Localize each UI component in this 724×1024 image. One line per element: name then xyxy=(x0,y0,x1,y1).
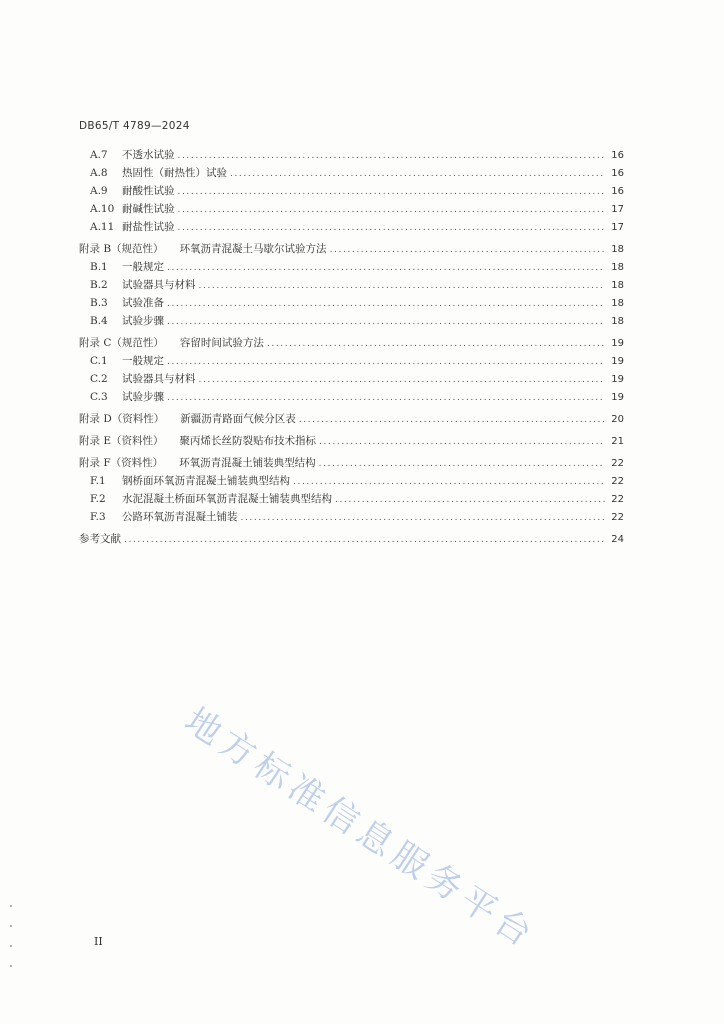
toc-entry-number: 附录 E（资料性） xyxy=(79,435,164,447)
toc-entry[interactable] xyxy=(90,296,624,310)
toc-leader-dots xyxy=(178,203,606,217)
toc-leader-dots xyxy=(167,261,605,275)
toc-entry-title: 试验步骤 xyxy=(122,391,164,403)
toc-entry[interactable] xyxy=(90,492,624,506)
toc-entry-page: 18 xyxy=(611,298,624,309)
toc-entry[interactable] xyxy=(90,510,624,524)
toc-entry-number: 附录 C（规范性） xyxy=(79,337,164,349)
toc-entry-page: 22 xyxy=(611,458,624,469)
toc-entry-page: 20 xyxy=(611,414,624,425)
toc-entry-number: B.3 xyxy=(90,297,108,309)
toc-entry-page: 16 xyxy=(611,186,624,197)
toc-entry-number: B.1 xyxy=(90,261,108,273)
toc-entry-title: 新疆沥青路面气候分区表 xyxy=(180,413,296,425)
toc-leader-dots xyxy=(167,315,605,329)
toc-entry-number: C.1 xyxy=(90,355,108,367)
toc-leader-dots xyxy=(241,511,606,525)
toc-entry-title: 试验步骤 xyxy=(122,315,164,327)
toc-leader-dots xyxy=(299,413,605,427)
watermark: 地方标准信息服务平台 xyxy=(177,700,544,958)
toc-entry-page: 22 xyxy=(611,494,624,505)
toc-entry[interactable] xyxy=(90,474,624,488)
toc-leader-dots xyxy=(293,475,605,489)
toc-entry[interactable] xyxy=(90,184,624,198)
toc-entry-title: 试验准备 xyxy=(122,297,164,309)
toc-entry-number: F.1 xyxy=(90,475,106,487)
toc-entry-page: 18 xyxy=(611,280,624,291)
scan-speck xyxy=(10,945,12,947)
toc-entry-number: B.2 xyxy=(90,279,108,291)
scan-speck xyxy=(10,905,12,907)
toc-leader-dots xyxy=(124,533,605,547)
toc-entry[interactable] xyxy=(90,354,624,368)
scan-speck xyxy=(10,925,12,927)
toc-entry[interactable] xyxy=(90,260,624,274)
toc-leader-dots xyxy=(199,373,606,387)
toc-entry-page: 19 xyxy=(611,392,624,403)
toc-entry-title: 水泥混凝土桥面环氧沥青混凝土铺装典型结构 xyxy=(122,493,332,505)
toc-entry[interactable] xyxy=(79,532,624,546)
toc-entry-number: A.11 xyxy=(90,221,115,233)
toc-entry-title: 一般规定 xyxy=(122,261,164,273)
toc-leader-dots xyxy=(167,297,605,311)
toc-entry-title: 容留时间试验方法 xyxy=(179,337,264,349)
toc-entry-page: 18 xyxy=(611,316,624,327)
toc-leader-dots xyxy=(230,167,605,181)
toc-entry-page: 16 xyxy=(611,150,624,161)
toc-entry-number: B.4 xyxy=(90,315,108,327)
scan-speck xyxy=(10,965,12,967)
toc-entry-number: A.10 xyxy=(90,203,115,215)
toc-entry-page: 18 xyxy=(611,262,624,273)
toc-entry[interactable] xyxy=(79,456,624,470)
toc-leader-dots xyxy=(335,493,605,507)
toc-entry-title: 试验器具与材料 xyxy=(122,373,196,385)
toc-entry-title: 不透水试验 xyxy=(122,149,175,161)
toc-entry-title: 热固性（耐热性）试验 xyxy=(122,167,227,179)
toc-entry-page: 19 xyxy=(611,338,624,349)
toc-entry[interactable] xyxy=(90,202,624,216)
toc-entry-number: A.8 xyxy=(90,167,108,179)
toc-leader-dots xyxy=(167,355,605,369)
toc-entry-number: A.9 xyxy=(90,185,108,197)
toc-entry[interactable] xyxy=(90,390,624,404)
toc-entry-number: C.2 xyxy=(90,373,108,385)
document-identifier: DB65/T 4789—2024 xyxy=(79,120,190,132)
toc-entry-number: F.2 xyxy=(90,493,106,505)
toc-entry-title: 一般规定 xyxy=(122,355,164,367)
toc-leader-dots xyxy=(319,457,605,471)
toc-entry[interactable] xyxy=(79,242,624,256)
toc-entry-title: 参考文献 xyxy=(79,533,121,545)
toc-entry-title: 耐盐性试验 xyxy=(122,221,175,233)
toc-entry-page: 24 xyxy=(611,534,624,545)
toc-entry[interactable] xyxy=(90,314,624,328)
toc-entry-number: C.3 xyxy=(90,391,108,403)
toc-entry[interactable] xyxy=(90,148,624,162)
toc-entry[interactable] xyxy=(90,166,624,180)
toc-entry-number: A.7 xyxy=(90,149,108,161)
toc-entry-title: 公路环氧沥青混凝土铺装 xyxy=(122,511,238,523)
toc-entry-title: 环氧沥青混凝土马歇尔试验方法 xyxy=(179,243,327,255)
toc-entry-page: 16 xyxy=(611,168,624,179)
toc-entry-page: 18 xyxy=(611,244,624,255)
toc-leader-dots xyxy=(178,185,606,199)
toc-entry-page: 19 xyxy=(611,356,624,367)
toc-entry-page: 22 xyxy=(611,476,624,487)
toc-entry-page: 19 xyxy=(611,374,624,385)
toc-entry[interactable] xyxy=(79,412,624,426)
toc-entry-page: 21 xyxy=(611,436,624,447)
toc-entry-title: 耐酸性试验 xyxy=(122,185,175,197)
toc-entry-number: 附录 F（资料性） xyxy=(79,457,164,469)
toc-entry-title: 聚丙烯长丝防裂贴布技术指标 xyxy=(179,435,317,447)
toc-leader-dots xyxy=(178,221,606,235)
toc-leader-dots xyxy=(178,149,606,163)
toc-entry-number: 附录 B（规范性） xyxy=(79,243,164,255)
toc-entry-title: 环氧沥青混凝土铺装典型结构 xyxy=(179,457,316,469)
toc-entry-page: 22 xyxy=(611,512,624,523)
toc-entry[interactable] xyxy=(90,372,624,386)
toc-leader-dots xyxy=(199,279,606,293)
toc-entry[interactable] xyxy=(90,220,624,234)
toc-entry[interactable] xyxy=(79,434,624,448)
toc-entry[interactable] xyxy=(90,278,624,292)
toc-leader-dots xyxy=(267,337,605,351)
toc-entry-number: 附录 D（资料性） xyxy=(79,413,165,425)
toc-entry-title: 钢桥面环氧沥青混凝土铺装典型结构 xyxy=(122,475,290,487)
page-number: II xyxy=(94,935,103,948)
toc-leader-dots xyxy=(167,391,605,405)
toc-entry[interactable] xyxy=(79,336,624,350)
toc-entry-page: 17 xyxy=(611,222,624,233)
toc-entry-number: F.3 xyxy=(90,511,106,523)
toc-entry-title: 耐碱性试验 xyxy=(122,203,175,215)
toc-leader-dots xyxy=(319,435,605,449)
toc-entry-page: 17 xyxy=(611,204,624,215)
toc-leader-dots xyxy=(330,243,605,257)
toc-entry-title: 试验器具与材料 xyxy=(122,279,196,291)
